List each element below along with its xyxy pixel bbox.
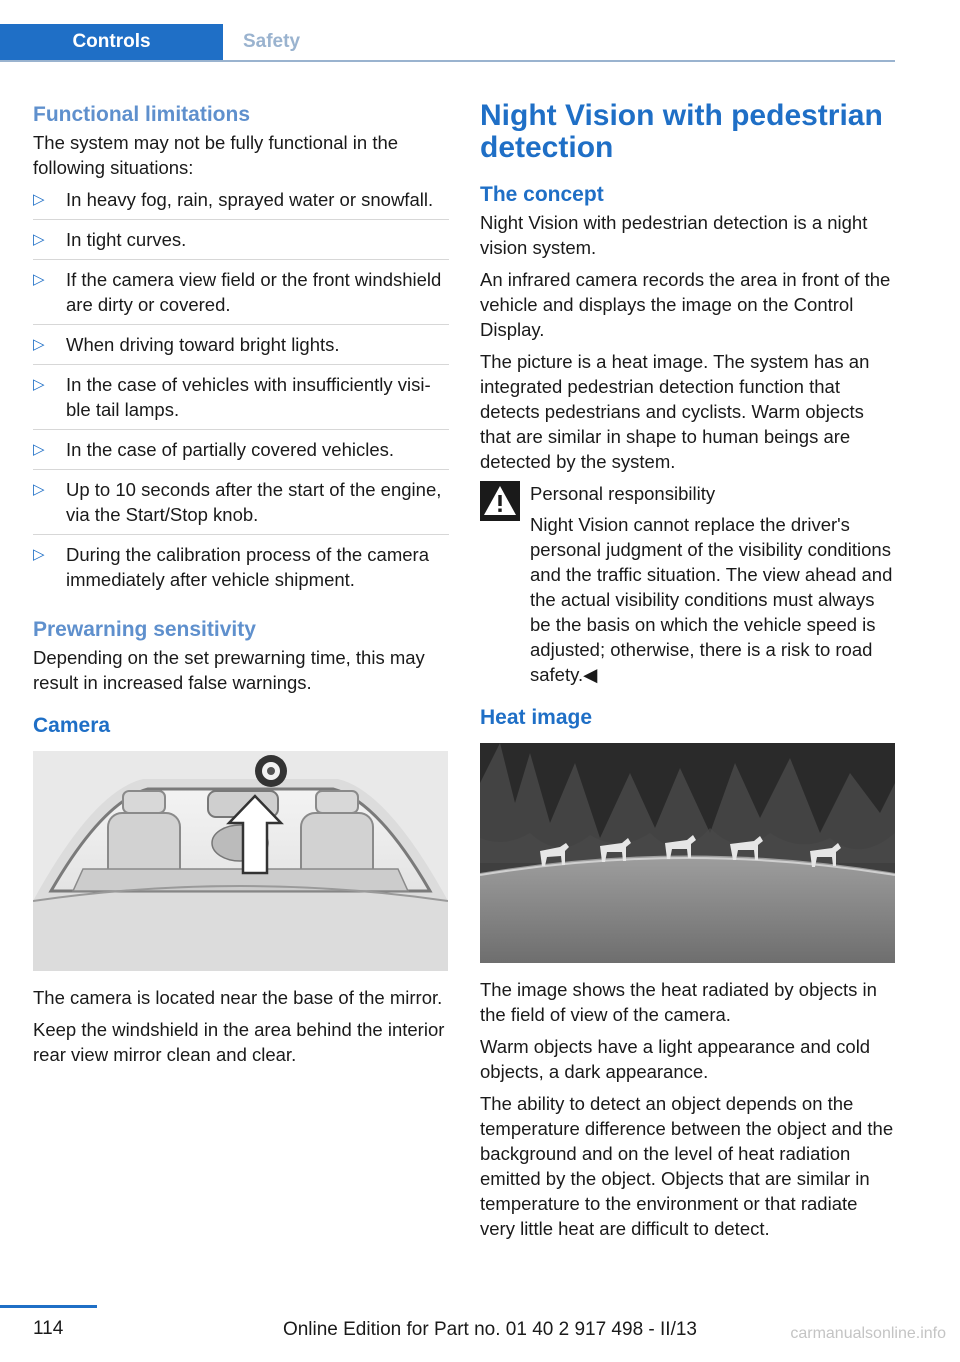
functional-limitations-list	[33, 187, 449, 599]
concept-paragraph-1: Night Vision with pedestrian detection is a night vision system.	[480, 212, 868, 258]
section-title: Night Vision with pedestrian detection	[480, 99, 883, 164]
warning-title: Personal responsibility	[530, 483, 716, 504]
left-column	[33, 100, 449, 1074]
triangle-bullet-icon: ▷	[33, 546, 45, 563]
tab-controls[interactable]: Controls	[0, 24, 223, 60]
list-item: ▷ In tight curves.	[33, 227, 449, 260]
chapter-tabs	[0, 24, 895, 62]
heat-paragraph-3: The ability to detect an object depends on the temperature difference between the object and the background and on the level of heat radiation emitted by the object. Objects that are similar in temperature to the environment or that radiate very little heat are difficult to detect.	[480, 1093, 894, 1239]
watermark: carmanualsonline.info	[790, 1325, 946, 1342]
tab-underline	[0, 60, 895, 62]
prewarning-text: Depending on the set prewarning time, this may result in increased false warnings.	[33, 647, 425, 693]
triangle-bullet-icon: ▷	[33, 441, 45, 458]
concept-paragraph-2: An infrared camera records the area in front of the vehicle and displays the image on the Control Display.	[480, 269, 891, 340]
triangle-bullet-icon: ▷	[33, 336, 45, 353]
heat-image-illustration	[480, 743, 895, 963]
triangle-bullet-icon: ▷	[33, 481, 45, 498]
heading-the-concept: The concept	[480, 183, 604, 206]
heading-prewarning-sensitivity: Prewarning sensitivity	[33, 618, 256, 641]
concept-paragraph-3: The picture is a heat image. The system has an integrated pedestrian detection function that detects pedestrians and cyclists. Warm objects that are similar in shape to human beings are detected by the system.	[480, 351, 870, 472]
warning-note	[480, 481, 896, 687]
triangle-bullet-icon: ▷	[33, 191, 45, 208]
triangle-bullet-icon: ▷	[33, 271, 45, 288]
list-item: ▷ If the camera view field or the front windshield are dirty or covered.	[33, 267, 449, 325]
list-item: ▷ In the case of vehicles with insufficiently visible tail lamps.	[33, 372, 449, 430]
camera-paragraph-2: Keep the windshield in the area behind the interior rear view mirror clean and clear.	[33, 1019, 445, 1065]
triangle-bullet-icon: ▷	[33, 376, 45, 393]
page-number: 114	[33, 1318, 64, 1339]
list-item: ▷ When driving toward bright lights.	[33, 332, 449, 365]
warning-triangle-icon	[480, 481, 520, 521]
list-item: ▷ In the case of partially covered vehicles.	[33, 437, 449, 470]
camera-paragraph-1: The camera is located near the base of the mirror.	[33, 987, 443, 1008]
list-item: ▷ During the calibration process of the camera immediately after vehicle shipment.	[33, 544, 429, 590]
list-item: ▷ In heavy fog, rain, sprayed water or snowfall.	[33, 187, 449, 220]
heading-heat-image: Heat image	[480, 706, 593, 729]
tab-safety[interactable]: Safety	[242, 31, 301, 52]
heading-camera: Camera	[33, 714, 111, 737]
heat-paragraph-1: The image shows the heat radiated by objects in the field of view of the camera.	[480, 979, 877, 1025]
edition-footer: Online Edition for Part no. 01 40 2 917 498 - II/13	[282, 1319, 697, 1340]
triangle-bullet-icon: ▷	[33, 231, 45, 248]
heading-functional-limitations: Functional limitations	[33, 103, 251, 126]
warning-text: Night Vision cannot replace the driver's personal judgment of the visibility conditions and the traffic situation. The view ahead and the actual visibility conditions must always be the basis on which the vehicle speed is adjusted; otherwise, there is a risk to road safety.◀	[530, 514, 893, 685]
list-item: ▷ Up to 10 seconds after the start of the engine, via the Start/Stop knob.	[33, 477, 449, 535]
right-column	[480, 100, 896, 1248]
camera-location-illustration	[33, 751, 448, 971]
footer-rule	[0, 1305, 97, 1308]
functional-intro: The system may not be fully functional in the following situations:	[33, 132, 399, 178]
heat-paragraph-2: Warm objects have a light appearance and cold objects, a dark appearance.	[480, 1036, 871, 1082]
